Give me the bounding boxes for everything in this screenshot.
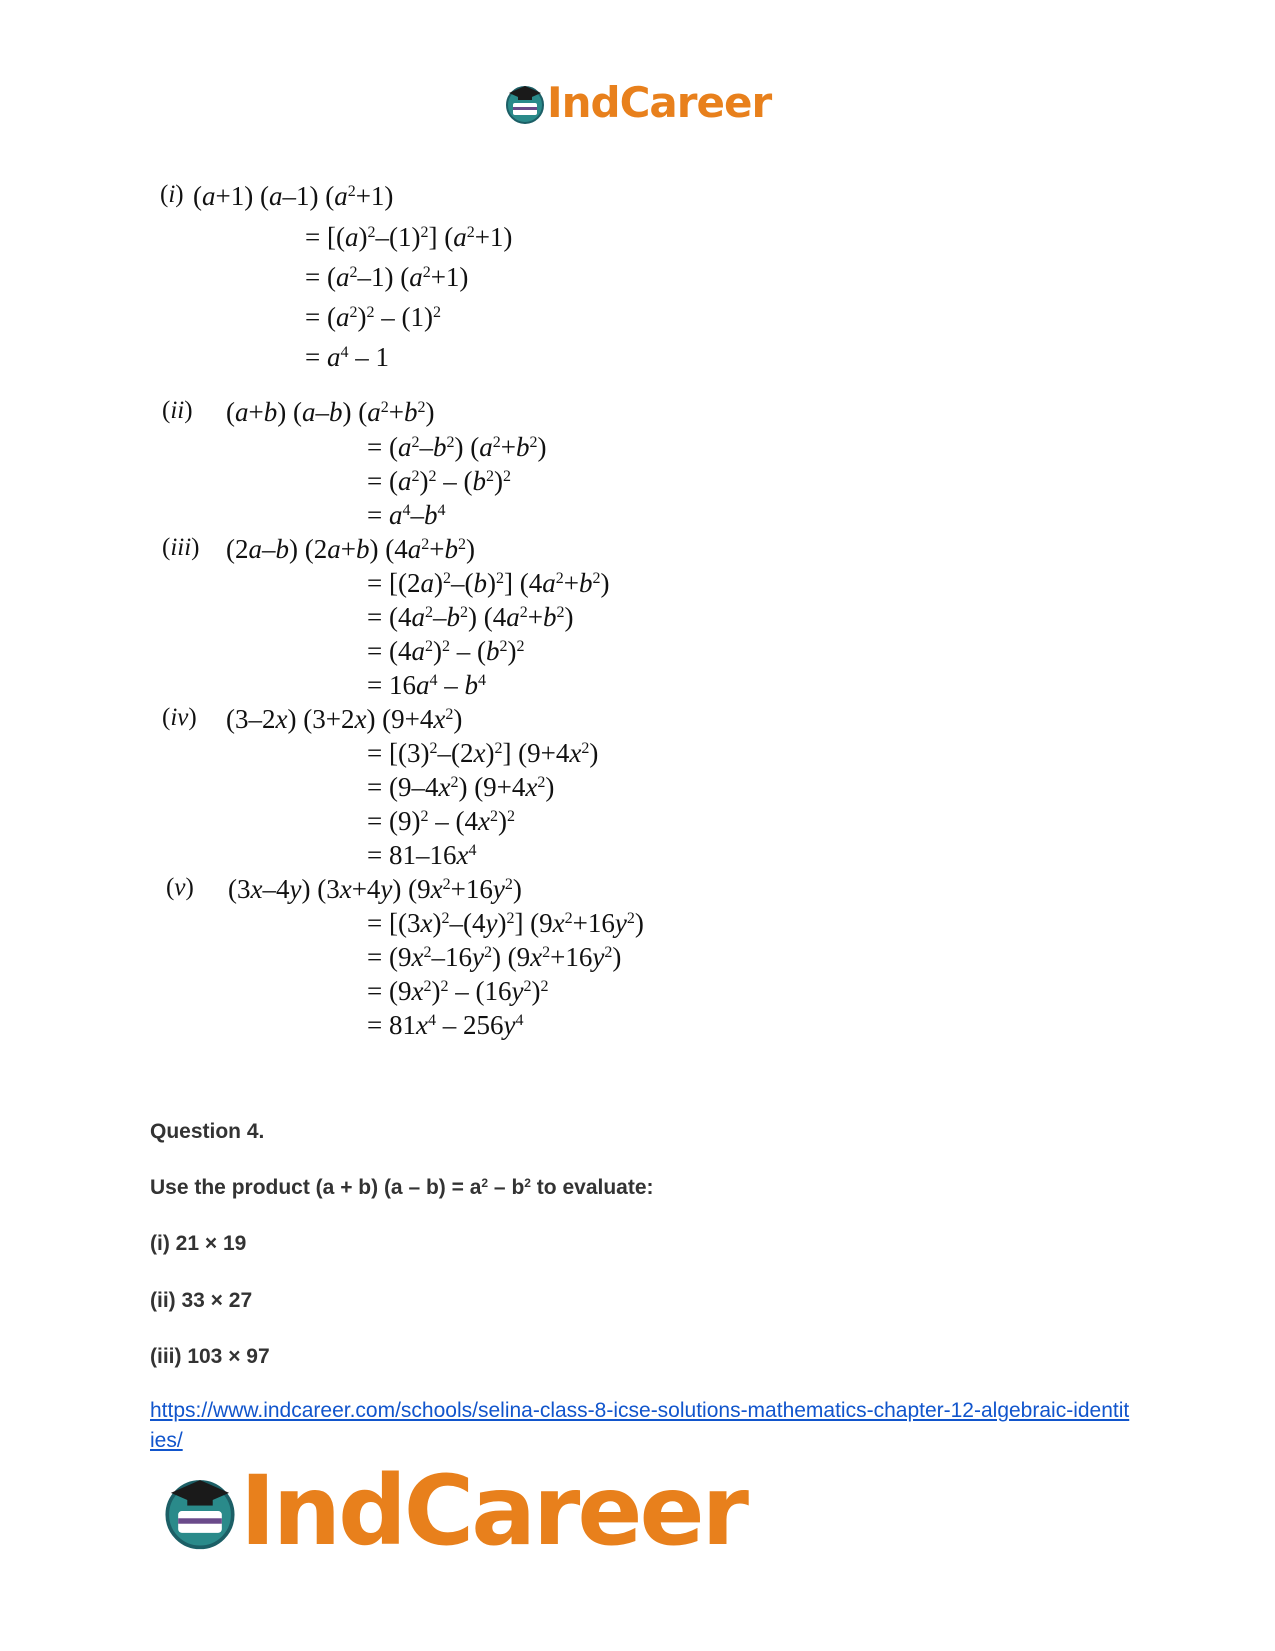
expression-line: = $(a^2-b^2)$ $(a^2+b^2)$ bbox=[367, 432, 547, 462]
question-heading: Question 4. bbox=[150, 1120, 265, 1143]
source-link[interactable]: https://www.indcareer.com/schools/selina-class-8-icse-solutions-mathematics-chapter-12-algebraic-identities/ bbox=[150, 1399, 1130, 1452]
part-label: (v) bbox=[166, 874, 194, 901]
expression-line: = $[(2a)^2-(b)^2]$ $(4a^2+b^2)$ bbox=[367, 568, 610, 598]
expression-line: = $(a^2)^2 - (1)^2$ bbox=[305, 302, 441, 332]
expression-line: = $(a^2)^2 - (b^2)^2$ bbox=[367, 466, 511, 496]
header-logo bbox=[503, 78, 771, 127]
part-label: (iv) bbox=[162, 704, 197, 731]
graduation-cap-globe-icon bbox=[503, 81, 547, 125]
footer-logo bbox=[160, 1455, 746, 1567]
expression-line: = $(9x^2-16y^2)$ $(9x^2+16y^2)$ bbox=[367, 942, 622, 972]
expression-line: = $81x^4 - 256y^4$ bbox=[367, 1010, 524, 1040]
expression-line: = $(9-4x^2)$ $(9+4x^2)$ bbox=[367, 772, 555, 802]
logo-text: IndCareer bbox=[240, 1455, 746, 1567]
expression-line: = $(4a^2-b^2)$ $(4a^2+b^2)$ bbox=[367, 602, 574, 632]
expression-line: = $(9)^2 - (4x^2)^2$ bbox=[367, 806, 515, 836]
expression-line: (3–2x) (3+2x) $(9+4x^2)$ bbox=[226, 704, 463, 734]
question-item: (iii) 103 × 97 bbox=[150, 1345, 270, 1368]
expression-line: = $a^4 - 1$ bbox=[305, 342, 389, 372]
expression-line: = $[(a)^2-(1)^2]$ $(a^2+1)$ bbox=[305, 222, 513, 252]
part-label: (iii) bbox=[162, 534, 200, 561]
expression-line: = $[(3x)^2-(4y)^2]$ $(9x^2+16y^2)$ bbox=[367, 908, 644, 938]
expression-line: = $(9x^2)^2 - (16y^2)^2$ bbox=[367, 976, 549, 1006]
expression-line: = $(a^2-1)$ $(a^2+1)$ bbox=[305, 262, 469, 292]
logo-text: IndCareer bbox=[547, 78, 772, 127]
expression-line: = $a^4-b^4$ bbox=[367, 500, 446, 530]
question-prompt: Use the product (a + b) $(a - b) = a^2 - b^2$ to evaluate: bbox=[150, 1175, 654, 1199]
question-item: (ii) 33 × 27 bbox=[150, 1289, 253, 1312]
expression-line: (a+1) (a–1) $(a^2+1)$ bbox=[193, 181, 394, 211]
expression-line: = $(4a^2)^2 - (b^2)^2$ bbox=[367, 636, 525, 666]
expression-line: = $81-16x^4$ bbox=[367, 840, 477, 870]
part-label: (ii) bbox=[162, 397, 193, 424]
question-item: (i) 21 × 19 bbox=[150, 1232, 247, 1255]
expression-line: (2a–b) (2a+b) $(4a^2+b^2)$ bbox=[226, 534, 475, 564]
part-label: (i) bbox=[160, 181, 184, 208]
expression-line: = $[(3)^2-(2x)^2]$ $(9+4x^2)$ bbox=[367, 738, 599, 768]
graduation-cap-globe-icon bbox=[160, 1471, 240, 1551]
expression-line: (a+b) (a–b) $(a^2+b^2)$ bbox=[226, 397, 435, 427]
expression-line: = $16a^4 - b^4$ bbox=[367, 670, 486, 700]
expression-line: (3x–4y) (3x+4y) $(9x^2+16y^2)$ bbox=[228, 874, 522, 904]
